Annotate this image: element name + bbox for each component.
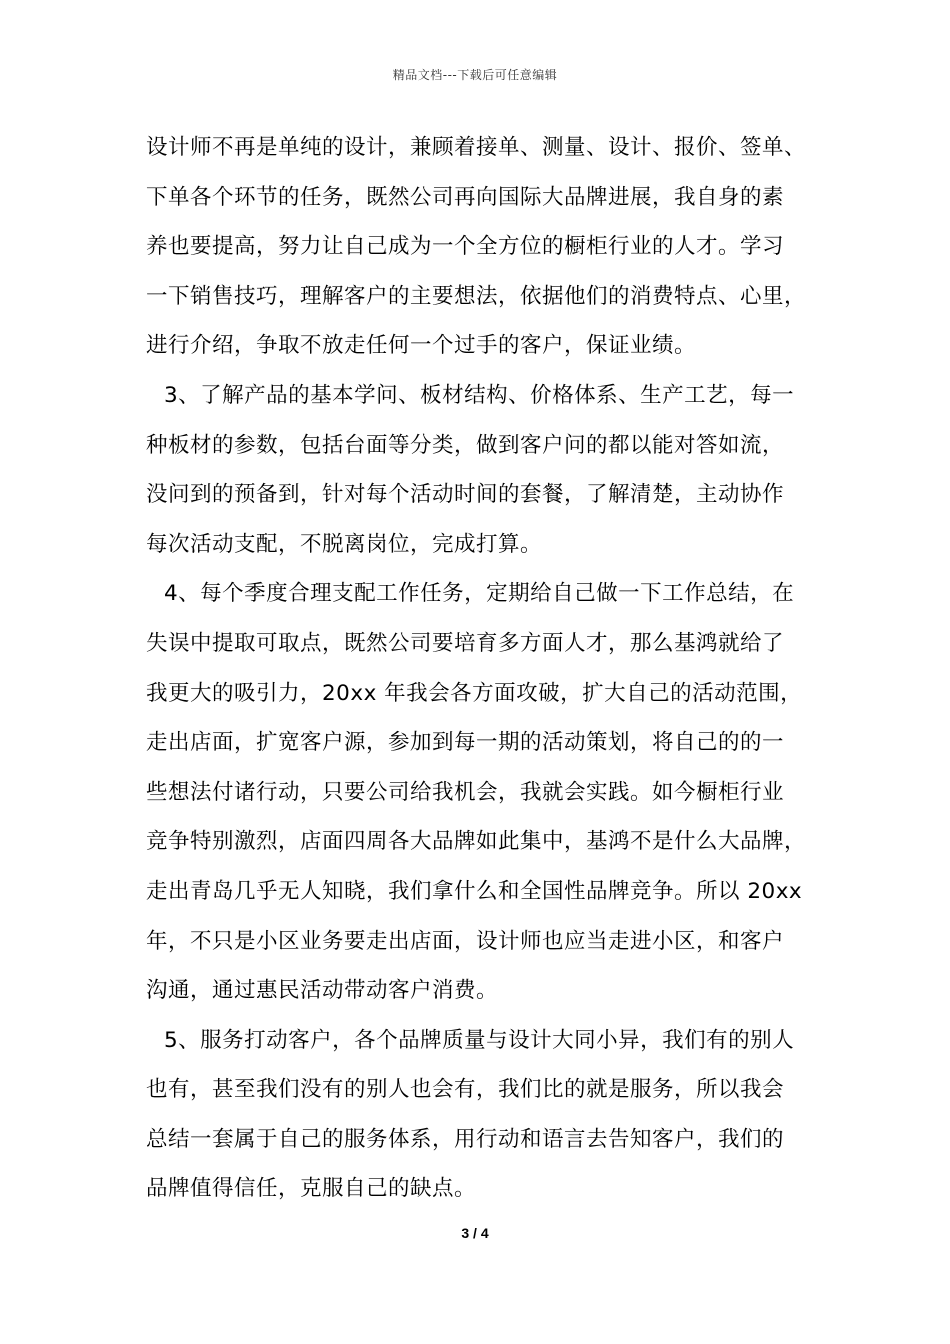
- text-line: 竞争特别激烈，店面四周各大品牌如此集中，基鸿不是什么大品牌，: [146, 829, 807, 855]
- text-line: 总结一套属于自己的服务体系，用行动和语言去告知客户，我们的: [146, 1126, 785, 1152]
- text-line: 5、服务打动客户，各个品牌质量与设计大同小异，我们有的别人: [164, 1027, 795, 1053]
- text-line: 年，不只是小区业务要走出店面，设计师也应当走进小区，和客户: [146, 928, 785, 954]
- text-line: 一下销售技巧，理解客户的主要想法，依据他们的消费特点、心里，: [146, 283, 807, 309]
- text-line: 4、每个季度合理支配工作任务，定期给自己做一下工作总结，在: [164, 581, 795, 607]
- text-line: 设计师不再是单纯的设计，兼顾着接单、测量、设计、报价、签单、: [146, 135, 807, 160]
- text-line: 走出青岛几乎无人知晓，我们拿什么和全国性品牌竞争。所以 20xx: [146, 878, 803, 904]
- text-line: 下单各个环节的任务，既然公司再向国际大品牌进展，我自身的素: [146, 184, 785, 210]
- text-line: 种板材的参数，包括台面等分类，做到客户问的都以能对答如流，: [146, 432, 785, 458]
- body-text: [146, 126, 816, 1217]
- text-line: 走出店面，扩宽客户源，参加到每一期的活动策划，将自己的的一: [146, 730, 785, 756]
- page-header: 精品文档---下载后可任意编辑: [392, 68, 558, 82]
- text-line: 进行介绍，争取不放走任何一个过手的客户，保证业绩。: [146, 333, 697, 359]
- text-line: 3、了解产品的基本学问、板材结构、价格体系、生产工艺，每一: [164, 382, 795, 408]
- text-line: 没问到的预备到，针对每个活动时间的套餐，了解清楚，主动协作: [146, 482, 785, 508]
- text-line: 沟通，通过惠民活动带动客户消费。: [146, 978, 499, 1004]
- text-line: 每次活动支配，不脱离岗位，完成打算。: [146, 531, 543, 557]
- page-number: 3 / 4: [461, 1225, 489, 1241]
- text-line: 些想法付诸行动，只要公司给我机会，我就会实践。如今橱柜行业: [146, 779, 785, 805]
- text-line: 我更大的吸引力，20xx 年我会各方面攻破，扩大自己的活动范围，: [146, 680, 803, 706]
- text-line: 品牌值得信任，克服自己的缺点。: [146, 1176, 477, 1202]
- text-line: 养也要提高，努力让自己成为一个全方位的橱柜行业的人才。学习: [146, 234, 785, 260]
- text-line: 失误中提取可取点，既然公司要培育多方面人才，那么基鸿就给了: [146, 630, 785, 656]
- text-line: 也有，甚至我们没有的别人也会有，我们比的就是服务，所以我会: [146, 1077, 785, 1103]
